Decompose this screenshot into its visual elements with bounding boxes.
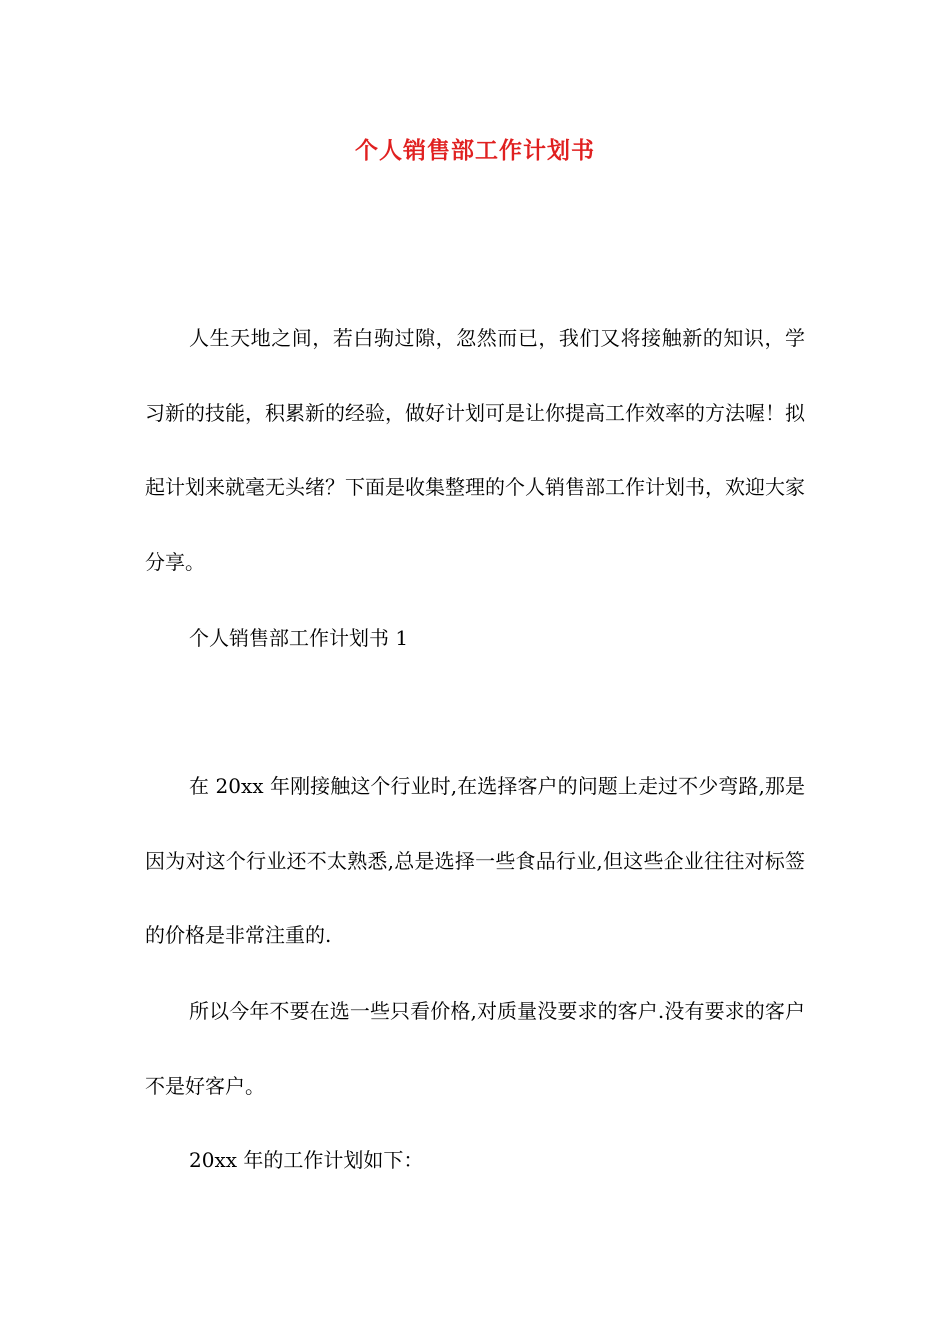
intro-paragraph: 人生天地之间，若白驹过隙，忽然而已，我们又将接触新的知识，学习新的技能，积累新的经验，做好计划可是让你提高工作效率的方法喔！拟起计划来就毫无头绪？下面是收集整理的个人销售部工作计划书，欢迎大家分享。: [145, 326, 805, 574]
body-paragraph: 所以今年不要在选一些只看价格,对质量没要求的客户.没有要求的客户不是好客户。: [145, 999, 805, 1098]
section-heading: 个人销售部工作计划书 1: [189, 626, 409, 650]
body-paragraph: 在 20xx 年刚接触这个行业时,在选择客户的问题上走过不少弯路,那是因为对这个行业还不太熟悉,总是选择一些食品行业,但这些企业往往对标签的价格是非常注重的.: [145, 774, 805, 947]
document-title: 个人销售部工作计划书: [355, 137, 595, 164]
plan-intro-line: 20xx 年的工作计划如下：: [189, 1148, 424, 1172]
